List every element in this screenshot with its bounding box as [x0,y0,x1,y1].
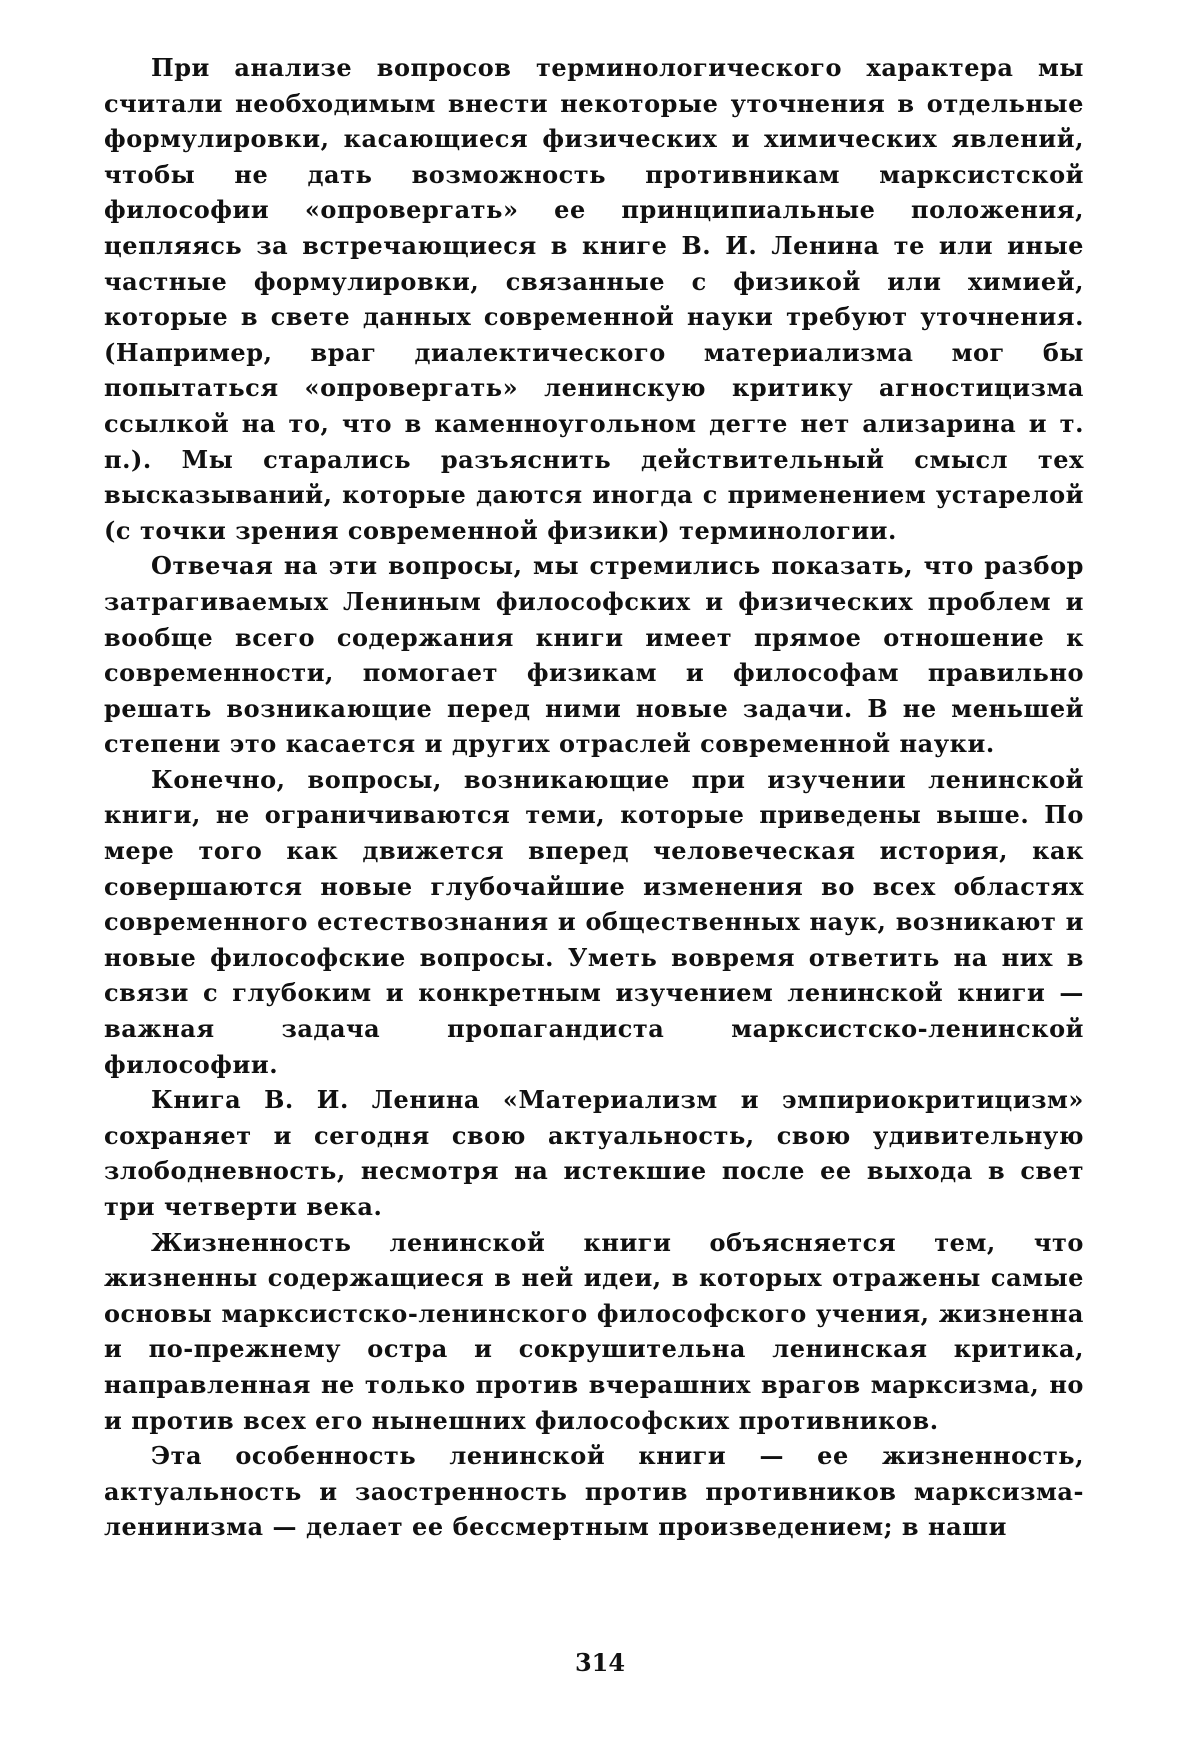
body-text [104,50,1084,1545]
paragraph: Конечно, вопросы, возникающие при изучении ленинской книги, не ограничиваются теми, которые приведены выше. По мере того как движется вперед человеческая история, как совершаются новые глубочайшие изменения во всех областях современного естествознания и общественных наук, возникают и новые философские вопросы. Уметь вовремя ответить на них в связи с глубоким и конкретным изучением ленинской книги — важная задача пропагандиста марксистско-ленинской философии. [104,764,1084,1079]
paragraph: Отвечая на эти вопросы, мы стремились показать, что разбор затрагиваемых Лениным философских и физических проблем и вообще всего содержания книги имеет прямое отношение к современности, помогает физикам и философам правильно решать возникающие перед ними новые задачи. В не меньшей степени это касается и других отраслей современной науки. [104,551,1084,759]
paragraph: При анализе вопросов терминологического характера мы считали необходимым внести некоторые уточнения в отдельные формулировки, касающиеся физических и химических явлений, чтобы не дать возможность противникам марксистской философии «опровергать» ее принципиальные положения, цепляясь за встречающиеся в книге В. И. Ленина те или иные частные формулировки, связанные с физикой или химией, которые в свете данных современной науки требуют уточнения. (Например, враг диалектического материализма мог бы попытаться «опровергать» ленинскую критику агностицизма ссылкой на то, что в каменноугольном дегте нет ализарина и т. п.). Мы старались разъяснить действительный смысл тех высказываний, которые даются иногда с применением устарелой (с точки зрения современной физики) терминологии. [104,53,1084,545]
page-number: 314 [574,1648,626,1677]
paragraph: Книга В. И. Ленина «Материализм и эмпириокритицизм» сохраняет и сегодня свою актуальность, свою удивительную злободневность, несмотря на истекшие после ее выхода в свет три четверти века. [104,1085,1084,1221]
paragraph: Жизненность ленинской книги объясняется тем, что жизненны содержащиеся в ней идеи, в которых отражены самые основы марксистско-ленинского философского учения, жизненна и по-прежнему остра и сокрушительна ленинская критика, направленная не только против вчерашних врагов марксизма, но и против всех его нынешних философских противников. [104,1227,1084,1435]
paragraph: Эта особенность ленинской книги — ее жизненность, актуальность и заостренность против противников марксизма-ленинизма — делает ее бессмертным произведением; в наши [104,1441,1084,1542]
